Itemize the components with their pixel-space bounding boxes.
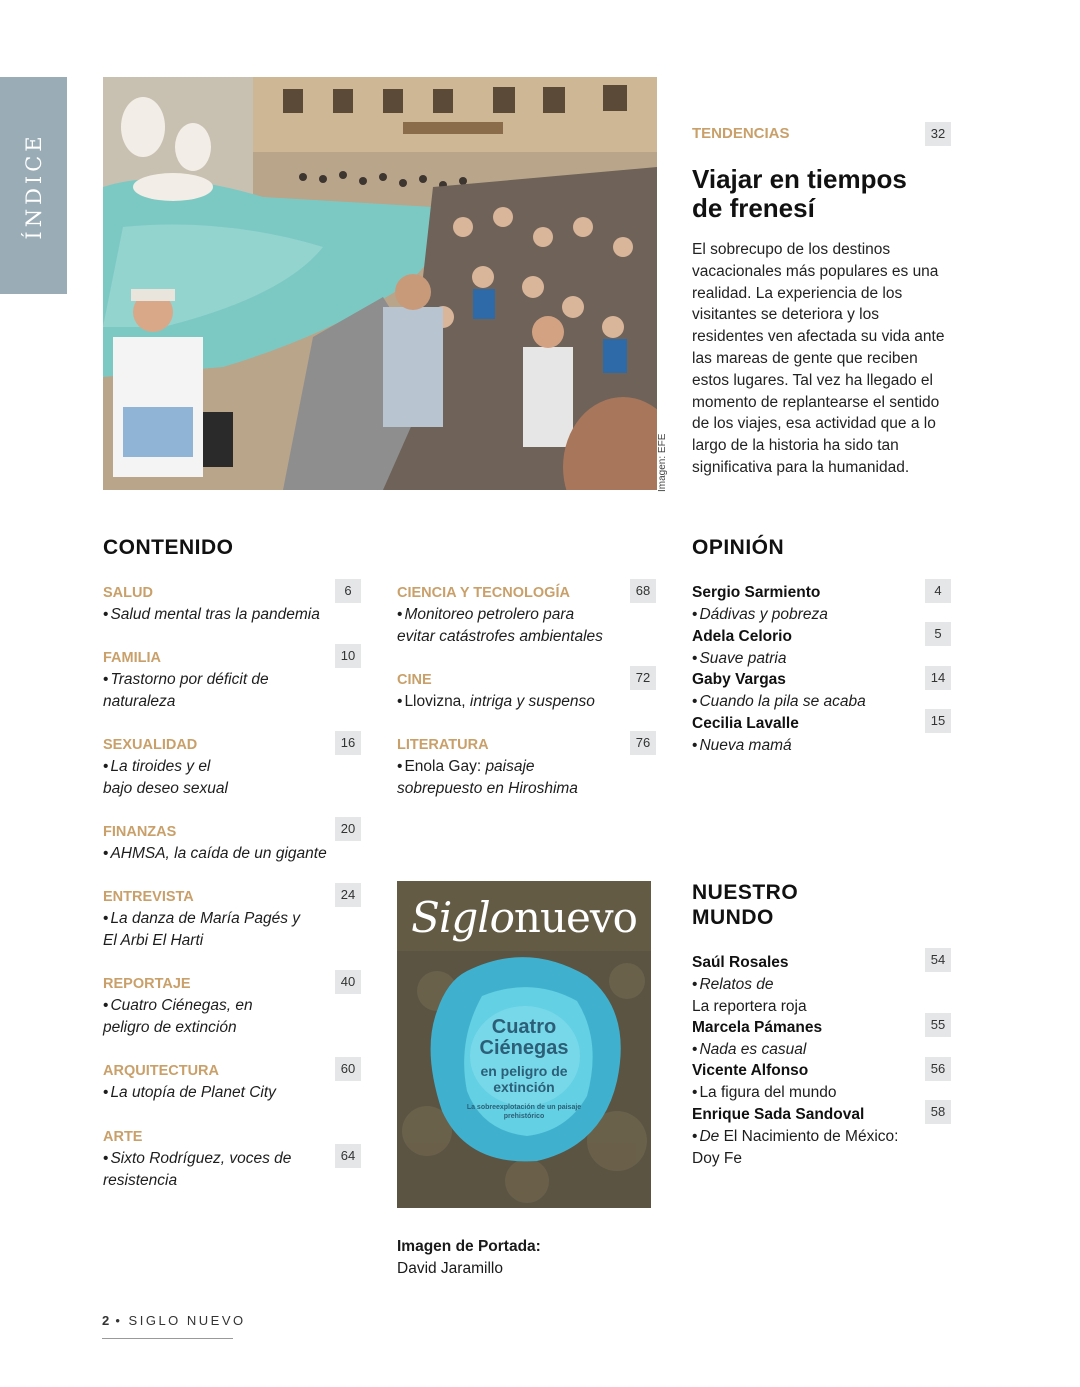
nuestro-mundo-entry[interactable]: [692, 952, 920, 1017]
entry-title: • Nueva mamá: [692, 736, 792, 754]
page-number-badge: 76: [630, 731, 656, 755]
page-number-badge: 20: [335, 817, 361, 841]
cover-headline: Cuatro Ciénegas: [479, 1016, 569, 1059]
page-number-badge: 4: [925, 579, 951, 603]
page-number-badge: 56: [925, 1057, 951, 1081]
author-name: Sergio Sarmiento: [692, 584, 821, 601]
caption-label: Imagen de Portada:: [397, 1238, 541, 1255]
entry-title: • Nada es casual: [692, 1040, 807, 1058]
cover-tagline: La sobreexplotación de un paisaje prehistórico: [466, 1104, 582, 1120]
contents-entry[interactable]: [103, 821, 331, 865]
author-name: Cecilia Lavalle: [692, 715, 799, 732]
entry-category: REPORTAJE: [103, 976, 191, 992]
opinion-entry[interactable]: [692, 626, 920, 670]
entry-category: CINE: [397, 672, 432, 688]
entry-title: • Llovizna, intriga y suspenso: [397, 693, 595, 710]
page-number-badge: 5: [925, 622, 951, 646]
author-name: Marcela Pámanes: [692, 1019, 823, 1036]
entry-category: SALUD: [103, 585, 153, 601]
page-number-badge: 6: [335, 579, 361, 603]
contents-entry[interactable]: [397, 582, 625, 648]
featured-title-line1: Viajar en tiempos: [692, 164, 907, 194]
contents-entry[interactable]: [103, 973, 331, 1039]
page-number-badge: 60: [335, 1057, 361, 1081]
page-number-badge: 72: [630, 666, 656, 690]
contents-entry[interactable]: [103, 647, 331, 713]
featured-title-line2: de frenesí: [692, 193, 815, 223]
entry-category: CIENCIA Y TECNOLOGÍA: [397, 585, 570, 601]
entry-title: • La figura del mundo: [692, 1083, 837, 1101]
page-number-badge: 15: [925, 709, 951, 733]
nuestro-mundo-entry[interactable]: [692, 1017, 920, 1061]
page-footer: [102, 1313, 246, 1339]
page-number-badge: 54: [925, 948, 951, 972]
entry-title-cont: La reportera roja: [692, 997, 807, 1015]
index-label: ÍNDICE: [21, 131, 46, 240]
page-number-badge: 16: [335, 731, 361, 755]
photo-credit: Imagen: EFE: [657, 433, 668, 492]
contenido-heading: CONTENIDO: [103, 536, 234, 559]
featured-body: El sobrecupo de los destinos vacacionales más populares es una realidad. La experiencia de los visitantes se deteriora y los residentes ven afectada su vida ante las mareas de gente que reciben estos lugares. Tal vez ha llegado el momento de replantearse el sentido de los viajes, esa actividad que a lo largo de la historia ha sido tan significativa para la humanidad.: [692, 241, 945, 476]
entry-category: FINANZAS: [103, 824, 177, 840]
cover-caption: [397, 1236, 657, 1280]
contents-entry[interactable]: [103, 1060, 331, 1104]
entry-category: ARTE: [103, 1129, 143, 1145]
contents-entry[interactable]: [103, 1126, 331, 1192]
featured-category: TENDENCIAS: [692, 125, 790, 142]
magazine-cover[interactable]: [397, 881, 651, 1208]
entry-title: • AHMSA, la caída de un gigante: [103, 845, 327, 862]
footer-separator: •: [115, 1313, 123, 1328]
contents-entry[interactable]: [397, 734, 625, 800]
entry-title: • Suave patria: [692, 649, 787, 667]
nuestro-mundo-entry[interactable]: [692, 1060, 920, 1104]
nuestro-mundo-heading: NUESTRO MUNDO: [692, 881, 799, 929]
entry-title: • La danza de María Pagés y El Arbi El Harti: [103, 910, 301, 949]
entry-title: • Enola Gay: paisaje sobrepuesto en Hiroshima: [397, 758, 578, 797]
featured-article[interactable]: [692, 125, 954, 479]
opinion-entry[interactable]: [692, 713, 920, 757]
entry-title: • Dádivas y pobreza: [692, 605, 828, 623]
nuestro-mundo-entry[interactable]: [692, 1104, 922, 1169]
author-name: Saúl Rosales: [692, 954, 789, 971]
author-name: Gaby Vargas: [692, 671, 786, 688]
contents-entry[interactable]: [103, 582, 331, 626]
page-number-badge: 68: [630, 579, 656, 603]
entry-title: • Sixto Rodríguez, voces de resistencia: [103, 1150, 292, 1189]
contents-entry[interactable]: [397, 669, 625, 713]
entry-category: SEXUALIDAD: [103, 737, 198, 753]
page-number-badge: 55: [925, 1013, 951, 1037]
entry-title: • La tiroides y el bajo deseo sexual: [103, 758, 228, 797]
entry-title: • De El Nacimiento de México:: [692, 1127, 899, 1145]
index-side-tab: [0, 77, 67, 294]
entry-title: • La utopía de Planet City: [103, 1084, 276, 1101]
author-name: Adela Celorio: [692, 628, 792, 645]
page-number-badge: 64: [335, 1144, 361, 1168]
cover-subheadline: en peligro de extinción: [480, 1063, 568, 1095]
entry-title-cont: Doy Fe: [692, 1149, 742, 1167]
opinion-entry[interactable]: [692, 582, 920, 626]
cover-masthead: Siglonuevo: [411, 893, 637, 942]
featured-page-badge: 32: [925, 122, 951, 146]
contents-entry[interactable]: [103, 734, 331, 800]
entry-category: FAMILIA: [103, 650, 161, 666]
entry-category: LITERATURA: [397, 737, 489, 753]
contents-entry[interactable]: [103, 886, 331, 952]
author-name: Vicente Alfonso: [692, 1062, 809, 1079]
page-number-badge: 10: [335, 644, 361, 668]
entry-title: • Monitoreo petrolero para evitar catástrofes ambientales: [397, 606, 603, 645]
featured-title: [692, 165, 954, 223]
footer-magazine: SIGLO NUEVO: [128, 1313, 246, 1328]
page-number-badge: 58: [925, 1100, 951, 1124]
opinion-entry[interactable]: [692, 669, 920, 713]
caption-value: David Jaramillo: [397, 1259, 503, 1277]
entry-title: • Cuando la pila se acaba: [692, 692, 866, 710]
entry-title: • Salud mental tras la pandemia: [103, 606, 320, 623]
entry-title: • Cuatro Ciénegas, en peligro de extinción: [103, 997, 253, 1036]
footer-page-number: 2: [102, 1313, 110, 1328]
page-number-badge: 14: [925, 666, 951, 690]
entry-category: ENTREVISTA: [103, 889, 194, 905]
hero-photo: [103, 77, 657, 490]
author-name: Enrique Sada Sandoval: [692, 1106, 865, 1123]
opinion-heading: OPINIÓN: [692, 536, 785, 559]
entry-title: • Relatos de: [692, 975, 774, 993]
entry-category: ARQUITECTURA: [103, 1063, 219, 1079]
entry-title: • Trastorno por déficit de naturaleza: [103, 671, 269, 710]
page-number-badge: 40: [335, 970, 361, 994]
page-number-badge: 24: [335, 883, 361, 907]
